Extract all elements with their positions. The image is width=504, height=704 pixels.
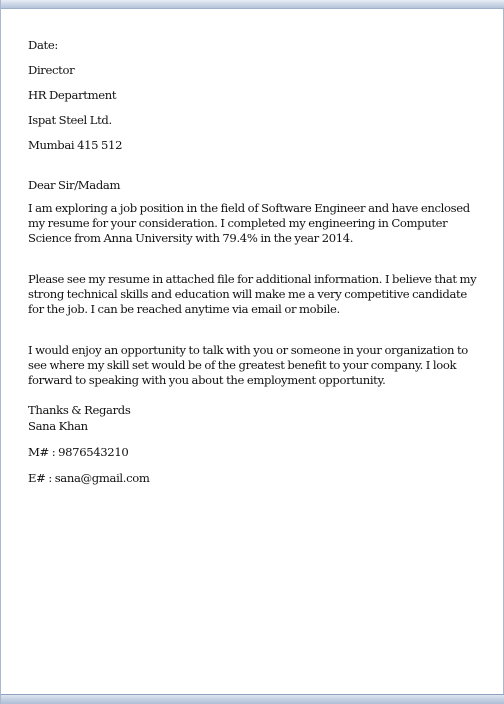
recipient-company: Ispat Steel Ltd. xyxy=(28,113,112,127)
closing-text: Thanks & Regards xyxy=(28,403,131,417)
page-top-edge xyxy=(1,0,504,9)
mobile-number: M# : 9876543210 xyxy=(28,445,129,459)
paragraph-resume: Please see my resume in attached file for additional information. I believe that my strong technical skills and education will make me a very competitive candidate for the job. I can be reached anytime via email or mobile. xyxy=(28,272,477,316)
salutation: Dear Sir/Madam xyxy=(28,178,121,192)
paragraph-closing: I would enjoy an opportunity to talk with you or someone in your organization to see where my skill set would be of the greatest benefit to your company. I look forward to speaking with you about the employment opportunity. xyxy=(28,343,468,387)
recipient-department: HR Department xyxy=(28,88,117,102)
page-bottom-edge xyxy=(1,694,504,704)
date-label: Date: xyxy=(28,38,58,52)
paragraph-intro: I am exploring a job position in the field of Software Engineer and have enclosed my resume for your consideration. I completed my engineering in Computer Science from Anna University with 79.4% in the year 2014. xyxy=(28,201,470,245)
recipient-title: Director xyxy=(28,63,75,77)
recipient-city: Mumbai 415 512 xyxy=(28,138,123,152)
signature-name: Sana Khan xyxy=(28,419,88,433)
cover-letter xyxy=(28,37,478,486)
email-address: E# : sana@gmail.com xyxy=(28,471,150,485)
